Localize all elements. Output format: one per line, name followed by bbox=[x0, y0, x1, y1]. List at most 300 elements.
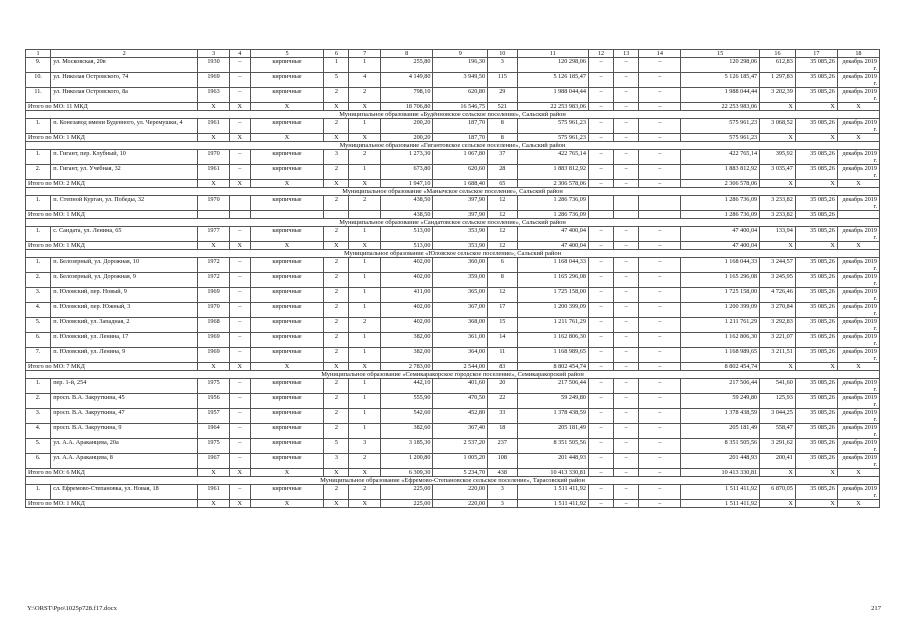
total-cell: – bbox=[588, 103, 613, 111]
table-cell: – bbox=[639, 119, 681, 134]
table-cell: – bbox=[229, 288, 250, 303]
total-cell: 1 286 736,09 bbox=[517, 211, 588, 219]
total-cell: 10 413 330,81 bbox=[681, 469, 760, 477]
table-cell: – bbox=[229, 394, 250, 409]
table-cell: 2 bbox=[324, 394, 349, 409]
total-cell: 6 309,30 bbox=[380, 469, 433, 477]
table-cell: п. Юловский, ул. Западная, 2 bbox=[51, 318, 198, 333]
table-cell: 3 292,83 bbox=[760, 318, 796, 333]
total-cell: 220,00 bbox=[433, 500, 488, 508]
table-cell: – bbox=[614, 258, 639, 273]
table-cell: – bbox=[639, 73, 681, 88]
table-cell: 8 bbox=[488, 119, 517, 134]
table-row bbox=[26, 288, 880, 303]
table-cell: – bbox=[614, 303, 639, 318]
table-cell: 2 bbox=[349, 150, 381, 165]
table-cell: 37 bbox=[488, 150, 517, 165]
table-cell: – bbox=[639, 288, 681, 303]
table-cell: п. Юловский, ул. Ленина, 17 bbox=[51, 333, 198, 348]
table-cell: – bbox=[614, 333, 639, 348]
table-cell: 2 bbox=[324, 119, 349, 134]
table-cell: 401,60 bbox=[433, 379, 488, 394]
total-cell: X bbox=[229, 180, 250, 188]
table-cell: 382,00 bbox=[380, 333, 433, 348]
table-cell: 1 bbox=[349, 119, 381, 134]
total-cell: – bbox=[588, 180, 613, 188]
table-cell: 7. bbox=[26, 348, 51, 363]
header-cell: 5 bbox=[250, 50, 324, 58]
table-cell: 3 bbox=[349, 439, 381, 454]
table-cell: – bbox=[639, 318, 681, 333]
table-cell: – bbox=[614, 379, 639, 394]
table-cell: декабрь 2019 г. bbox=[837, 288, 879, 303]
table-cell: – bbox=[639, 348, 681, 363]
total-cell: 16 546,75 bbox=[433, 103, 488, 111]
table-cell: – bbox=[588, 119, 613, 134]
table-cell: 35 085,26 bbox=[795, 424, 837, 439]
table-cell: 1 bbox=[349, 394, 381, 409]
table-cell: кирпичные bbox=[250, 303, 324, 318]
table-cell: п. Белозерный, ул. Дорожная, 10 bbox=[51, 258, 198, 273]
table-cell: – bbox=[614, 409, 639, 424]
table-cell: – bbox=[229, 454, 250, 469]
table-cell: 8 bbox=[488, 273, 517, 288]
table-cell: 1 200 399,09 bbox=[681, 303, 760, 318]
table-cell: 1 bbox=[349, 409, 381, 424]
total-row bbox=[26, 500, 880, 508]
table-cell: – bbox=[614, 150, 639, 165]
table-cell: 217 506,44 bbox=[517, 379, 588, 394]
table-cell: ул. А.А. Араканцева, 20а bbox=[51, 439, 198, 454]
header-cell: 13 bbox=[614, 50, 639, 58]
table-row bbox=[26, 58, 880, 73]
total-label: Итого по МО: 7 МКД bbox=[26, 363, 198, 371]
total-cell: 12 bbox=[488, 242, 517, 250]
table-cell: 35 085,26 bbox=[795, 485, 837, 500]
total-cell: X bbox=[795, 180, 837, 188]
table-cell: – bbox=[229, 348, 250, 363]
table-cell bbox=[229, 196, 250, 211]
total-cell: X bbox=[349, 469, 381, 477]
table-cell: 402,00 bbox=[380, 303, 433, 318]
table-cell: кирпичные bbox=[250, 485, 324, 500]
table-cell: 620,80 bbox=[433, 88, 488, 103]
table-cell: 2. bbox=[26, 273, 51, 288]
table-cell: 2 bbox=[324, 485, 349, 500]
table-cell: 237 bbox=[488, 439, 517, 454]
table-cell: 5 bbox=[324, 73, 349, 88]
table-cell: 6 870,05 bbox=[760, 485, 796, 500]
table-row bbox=[26, 165, 880, 180]
table-cell: сл. Ефремово-Степановка, ул. Новая, 18 bbox=[51, 485, 198, 500]
total-cell: X bbox=[760, 363, 796, 371]
table-cell: 1 200,80 bbox=[380, 454, 433, 469]
table-cell: 382,00 bbox=[380, 348, 433, 363]
total-cell: X bbox=[229, 469, 250, 477]
table-cell: 368,00 bbox=[433, 318, 488, 333]
table-cell: – bbox=[588, 424, 613, 439]
table-cell: 541,60 bbox=[760, 379, 796, 394]
table-cell: декабрь 2019 г. bbox=[837, 165, 879, 180]
table-cell: 47 400,04 bbox=[681, 227, 760, 242]
total-cell: X bbox=[349, 242, 381, 250]
section-title: Муниципальное образование «Сандатовское сельское поселение», Сальский район bbox=[26, 219, 880, 227]
total-cell: X bbox=[760, 180, 796, 188]
total-cell: 438 bbox=[488, 469, 517, 477]
table-cell: 33 bbox=[488, 409, 517, 424]
table-cell: кирпичные bbox=[250, 424, 324, 439]
table-cell: 798,10 bbox=[380, 88, 433, 103]
table-cell: – bbox=[588, 303, 613, 318]
table-cell: 1 162 806,30 bbox=[681, 333, 760, 348]
total-cell: X bbox=[837, 103, 879, 111]
table-cell: 10. bbox=[26, 73, 51, 88]
table-cell: 365,00 bbox=[433, 288, 488, 303]
section-row bbox=[26, 142, 880, 150]
table-cell: декабрь 2019 г. bbox=[837, 258, 879, 273]
total-cell: X bbox=[198, 103, 230, 111]
section-row bbox=[26, 219, 880, 227]
total-label: Итого по МО: 1 МКД bbox=[26, 211, 198, 219]
table-cell: – bbox=[229, 273, 250, 288]
table-cell: 35 085,26 bbox=[795, 348, 837, 363]
table-cell: 1 bbox=[349, 379, 381, 394]
table-cell: 1968 bbox=[198, 318, 230, 333]
table-cell: – bbox=[588, 165, 613, 180]
table-cell: 1 162 806,30 bbox=[517, 333, 588, 348]
table-cell: 28 bbox=[488, 165, 517, 180]
table-cell: 513,00 bbox=[380, 227, 433, 242]
table-cell: 3. bbox=[26, 409, 51, 424]
table-cell: 438,50 bbox=[380, 196, 433, 211]
table-cell: 382,60 bbox=[380, 424, 433, 439]
table-cell: 22 bbox=[488, 394, 517, 409]
table-cell: ул. Николая Островского, 8а bbox=[51, 88, 198, 103]
table-cell: 4. bbox=[26, 424, 51, 439]
table-cell: – bbox=[639, 379, 681, 394]
table-cell: 3 bbox=[488, 58, 517, 73]
table-cell: кирпичные bbox=[250, 288, 324, 303]
total-cell: X bbox=[229, 363, 250, 371]
table-row bbox=[26, 196, 880, 211]
total-cell: X bbox=[250, 363, 324, 371]
table-cell: 4. bbox=[26, 303, 51, 318]
table-cell: 3 233,82 bbox=[760, 196, 796, 211]
table-cell: 201 448,93 bbox=[681, 454, 760, 469]
total-cell: X bbox=[795, 242, 837, 250]
table-cell: 35 085,26 bbox=[795, 379, 837, 394]
table-cell: 20 bbox=[488, 379, 517, 394]
table-cell: 35 085,26 bbox=[795, 58, 837, 73]
table-cell: 2 bbox=[324, 333, 349, 348]
table-row bbox=[26, 227, 880, 242]
table-cell: 18 bbox=[488, 424, 517, 439]
buildings-table bbox=[25, 49, 880, 508]
header-cell: 7 bbox=[349, 50, 381, 58]
table-cell: п. Юловский, ул. Ленина, 9 bbox=[51, 348, 198, 363]
total-row bbox=[26, 469, 880, 477]
table-cell: 35 085,26 bbox=[795, 333, 837, 348]
table-cell: кирпичные bbox=[250, 333, 324, 348]
table-cell: 1970 bbox=[198, 303, 230, 318]
table-cell: – bbox=[614, 485, 639, 500]
table-cell: 133,94 bbox=[760, 227, 796, 242]
table-cell: 1. bbox=[26, 196, 51, 211]
total-row bbox=[26, 134, 880, 142]
header-cell: 15 bbox=[681, 50, 760, 58]
table-cell: 1 378 438,59 bbox=[517, 409, 588, 424]
total-label: Итого по МО: 1 МКД bbox=[26, 500, 198, 508]
table-row bbox=[26, 485, 880, 500]
table-cell: 1 378 438,59 bbox=[681, 409, 760, 424]
table-cell: 1 bbox=[349, 273, 381, 288]
total-cell: X bbox=[198, 134, 230, 142]
table-cell: 1 211 761,29 bbox=[517, 318, 588, 333]
table-row bbox=[26, 348, 880, 363]
total-cell: 5 234,70 bbox=[433, 469, 488, 477]
table-cell: – bbox=[229, 227, 250, 242]
table-cell: ул. Николая Островского, 74 bbox=[51, 73, 198, 88]
table-cell: ул. Московская, 20в bbox=[51, 58, 198, 73]
total-cell bbox=[614, 211, 639, 219]
table-cell: – bbox=[588, 73, 613, 88]
table-cell: кирпичные bbox=[250, 227, 324, 242]
table-cell: 1 273,30 bbox=[380, 150, 433, 165]
table-cell: – bbox=[614, 58, 639, 73]
table-cell: 8 351 505,56 bbox=[517, 439, 588, 454]
total-cell: X bbox=[198, 500, 230, 508]
section-title: Муниципальное образование «Манычское сельское поселение», Сальский район bbox=[26, 188, 880, 196]
total-cell: 2 306 578,06 bbox=[517, 180, 588, 188]
table-cell: 4 149,80 bbox=[380, 73, 433, 88]
header-cell: 4 bbox=[229, 50, 250, 58]
total-cell: 2 306 578,06 bbox=[681, 180, 760, 188]
table-cell: 1. bbox=[26, 258, 51, 273]
table-cell: – bbox=[639, 303, 681, 318]
table-cell: 422 765,14 bbox=[681, 150, 760, 165]
table-cell: п. Юловский, пер. Южный, 3 bbox=[51, 303, 198, 318]
table-cell: 3. bbox=[26, 288, 51, 303]
table-cell: 612,83 bbox=[760, 58, 796, 73]
table-cell: 1 725 158,00 bbox=[517, 288, 588, 303]
total-cell: 1 286 736,09 bbox=[681, 211, 760, 219]
table-cell: п. Белозерный, ул. Дорожная, 9 bbox=[51, 273, 198, 288]
table-cell: кирпичные bbox=[250, 379, 324, 394]
total-cell: 83 bbox=[488, 363, 517, 371]
table-cell: 542,60 bbox=[380, 409, 433, 424]
table-cell: 1 200 399,09 bbox=[517, 303, 588, 318]
table-row bbox=[26, 318, 880, 333]
table-cell: – bbox=[588, 258, 613, 273]
table-cell: 120 298,06 bbox=[681, 58, 760, 73]
table-cell: 1 bbox=[324, 58, 349, 73]
table-cell: 1 bbox=[349, 348, 381, 363]
table-cell: 3 291,62 bbox=[760, 439, 796, 454]
total-cell: X bbox=[760, 242, 796, 250]
table-cell: кирпичные bbox=[250, 119, 324, 134]
table-cell: п. Конезавод имени Буденного, ул. Черемушки, 4 bbox=[51, 119, 198, 134]
table-cell: 2 bbox=[324, 379, 349, 394]
table-cell: 1 168 989,65 bbox=[517, 348, 588, 363]
table-cell: декабрь 2019 г. bbox=[837, 73, 879, 88]
table-cell: 1. bbox=[26, 227, 51, 242]
total-cell: X bbox=[795, 469, 837, 477]
table-cell: кирпичные bbox=[250, 88, 324, 103]
table-cell: 1967 bbox=[198, 454, 230, 469]
header-cell: 16 bbox=[760, 50, 796, 58]
header-cell: 10 bbox=[488, 50, 517, 58]
table-cell: – bbox=[639, 409, 681, 424]
table-cell: 2 bbox=[324, 273, 349, 288]
total-cell: 18 706,80 bbox=[380, 103, 433, 111]
table-cell: кирпичные bbox=[250, 196, 324, 211]
total-cell: – bbox=[614, 103, 639, 111]
table-cell: – bbox=[614, 348, 639, 363]
total-row bbox=[26, 242, 880, 250]
total-cell: X bbox=[250, 469, 324, 477]
total-cell: 575 961,23 bbox=[681, 134, 760, 142]
total-row bbox=[26, 211, 880, 219]
table-cell: 402,00 bbox=[380, 318, 433, 333]
section-row bbox=[26, 111, 880, 119]
table-cell: 1 bbox=[349, 333, 381, 348]
table-cell: 1963 bbox=[198, 88, 230, 103]
table-row bbox=[26, 439, 880, 454]
section-title: Муниципальное образование «Юловское сельское поселение», Сальский район bbox=[26, 250, 880, 258]
table-cell: 452,80 bbox=[433, 409, 488, 424]
total-cell: X bbox=[349, 363, 381, 371]
table-cell: – bbox=[229, 318, 250, 333]
table-cell: 35 085,26 bbox=[795, 409, 837, 424]
table-row bbox=[26, 454, 880, 469]
table-cell: 1 883 812,92 bbox=[681, 165, 760, 180]
table-cell: 1 168 044,33 bbox=[681, 258, 760, 273]
table-cell: 1969 bbox=[198, 333, 230, 348]
table-cell: кирпичные bbox=[250, 409, 324, 424]
table-cell: декабрь 2019 г. bbox=[837, 303, 879, 318]
total-cell: 8 bbox=[488, 134, 517, 142]
section-row bbox=[26, 188, 880, 196]
total-cell: 353,90 bbox=[433, 242, 488, 250]
total-cell: – bbox=[639, 134, 681, 142]
total-cell: 12 bbox=[488, 211, 517, 219]
table-cell: 2 bbox=[324, 227, 349, 242]
table-cell: 3 185,30 bbox=[380, 439, 433, 454]
total-cell: 397,90 bbox=[433, 211, 488, 219]
table-cell: 1 bbox=[349, 58, 381, 73]
header-cell: 17 bbox=[795, 50, 837, 58]
total-cell bbox=[198, 211, 230, 219]
table-cell: декабрь 2019 г. bbox=[837, 424, 879, 439]
section-title: Муниципальное образование «Будённовское сельское поселение», Сальский район bbox=[26, 111, 880, 119]
total-cell: X bbox=[250, 180, 324, 188]
total-cell: – bbox=[639, 469, 681, 477]
table-cell: 1975 bbox=[198, 439, 230, 454]
table-cell: 402,00 bbox=[380, 273, 433, 288]
total-cell: X bbox=[760, 103, 796, 111]
table-cell: 361,00 bbox=[433, 333, 488, 348]
table-cell: 3 244,57 bbox=[760, 258, 796, 273]
total-label: Итого по МО: 1 МКД bbox=[26, 242, 198, 250]
table-cell: 3 044,25 bbox=[760, 409, 796, 424]
total-cell: X bbox=[250, 134, 324, 142]
table-cell: декабрь 2019 г. bbox=[837, 88, 879, 103]
table-cell: – bbox=[588, 88, 613, 103]
table-row bbox=[26, 424, 880, 439]
table-cell: декабрь 2019 г. bbox=[837, 439, 879, 454]
table-cell: 1 988 044,44 bbox=[681, 88, 760, 103]
table-cell: п. Юловский, пер. Новый, 9 bbox=[51, 288, 198, 303]
table-cell: 2 bbox=[324, 348, 349, 363]
table-body bbox=[26, 50, 880, 508]
table-cell: 395,92 bbox=[760, 150, 796, 165]
table-cell: 2. bbox=[26, 165, 51, 180]
table-cell bbox=[588, 196, 613, 211]
table-cell: – bbox=[229, 73, 250, 88]
table-cell: 35 085,26 bbox=[795, 394, 837, 409]
table-cell: 1 286 736,09 bbox=[681, 196, 760, 211]
table-cell: 3 bbox=[324, 150, 349, 165]
header-cell: 9 bbox=[433, 50, 488, 58]
total-cell: X bbox=[229, 500, 250, 508]
table-row bbox=[26, 258, 880, 273]
total-cell: – bbox=[614, 469, 639, 477]
table-cell: 5 126 185,47 bbox=[681, 73, 760, 88]
header-cell: 8 bbox=[380, 50, 433, 58]
total-cell bbox=[639, 211, 681, 219]
table-cell: 1 511 411,92 bbox=[517, 485, 588, 500]
table-cell: 1 005,20 bbox=[433, 454, 488, 469]
table-cell: – bbox=[614, 454, 639, 469]
table-cell: 1964 bbox=[198, 424, 230, 439]
table-cell: декабрь 2019 г. bbox=[837, 119, 879, 134]
header-cell: 1 bbox=[26, 50, 51, 58]
total-row bbox=[26, 180, 880, 188]
table-cell: 115 bbox=[488, 73, 517, 88]
table-cell: 1 165 296,08 bbox=[681, 273, 760, 288]
total-cell: 438,50 bbox=[380, 211, 433, 219]
total-cell: X bbox=[229, 242, 250, 250]
total-cell: X bbox=[324, 500, 349, 508]
table-cell: 442,10 bbox=[380, 379, 433, 394]
table-cell: 11. bbox=[26, 88, 51, 103]
total-cell: X bbox=[837, 134, 879, 142]
table-cell: – bbox=[639, 273, 681, 288]
section-row bbox=[26, 250, 880, 258]
total-cell: – bbox=[639, 363, 681, 371]
table-cell: 35 085,26 bbox=[795, 88, 837, 103]
total-cell: 22 253 983,06 bbox=[517, 103, 588, 111]
table-cell: кирпичные bbox=[250, 439, 324, 454]
table-cell: 1 168 044,33 bbox=[517, 258, 588, 273]
table-cell: – bbox=[639, 454, 681, 469]
total-cell: 2 783,00 bbox=[380, 363, 433, 371]
total-cell: X bbox=[795, 103, 837, 111]
table-cell: 402,00 bbox=[380, 258, 433, 273]
table-cell: 35 085,26 bbox=[795, 318, 837, 333]
table-cell: 422 765,14 bbox=[517, 150, 588, 165]
table-cell: кирпичные bbox=[250, 394, 324, 409]
total-cell: X bbox=[250, 500, 324, 508]
table-cell: 3 245,95 bbox=[760, 273, 796, 288]
table-cell: 8 351 505,56 bbox=[681, 439, 760, 454]
total-cell: X bbox=[349, 103, 381, 111]
table-cell: кирпичные bbox=[250, 454, 324, 469]
table-cell: 575 961,23 bbox=[517, 119, 588, 134]
table-cell: – bbox=[588, 409, 613, 424]
total-cell: X bbox=[250, 242, 324, 250]
table-cell: 1969 bbox=[198, 73, 230, 88]
